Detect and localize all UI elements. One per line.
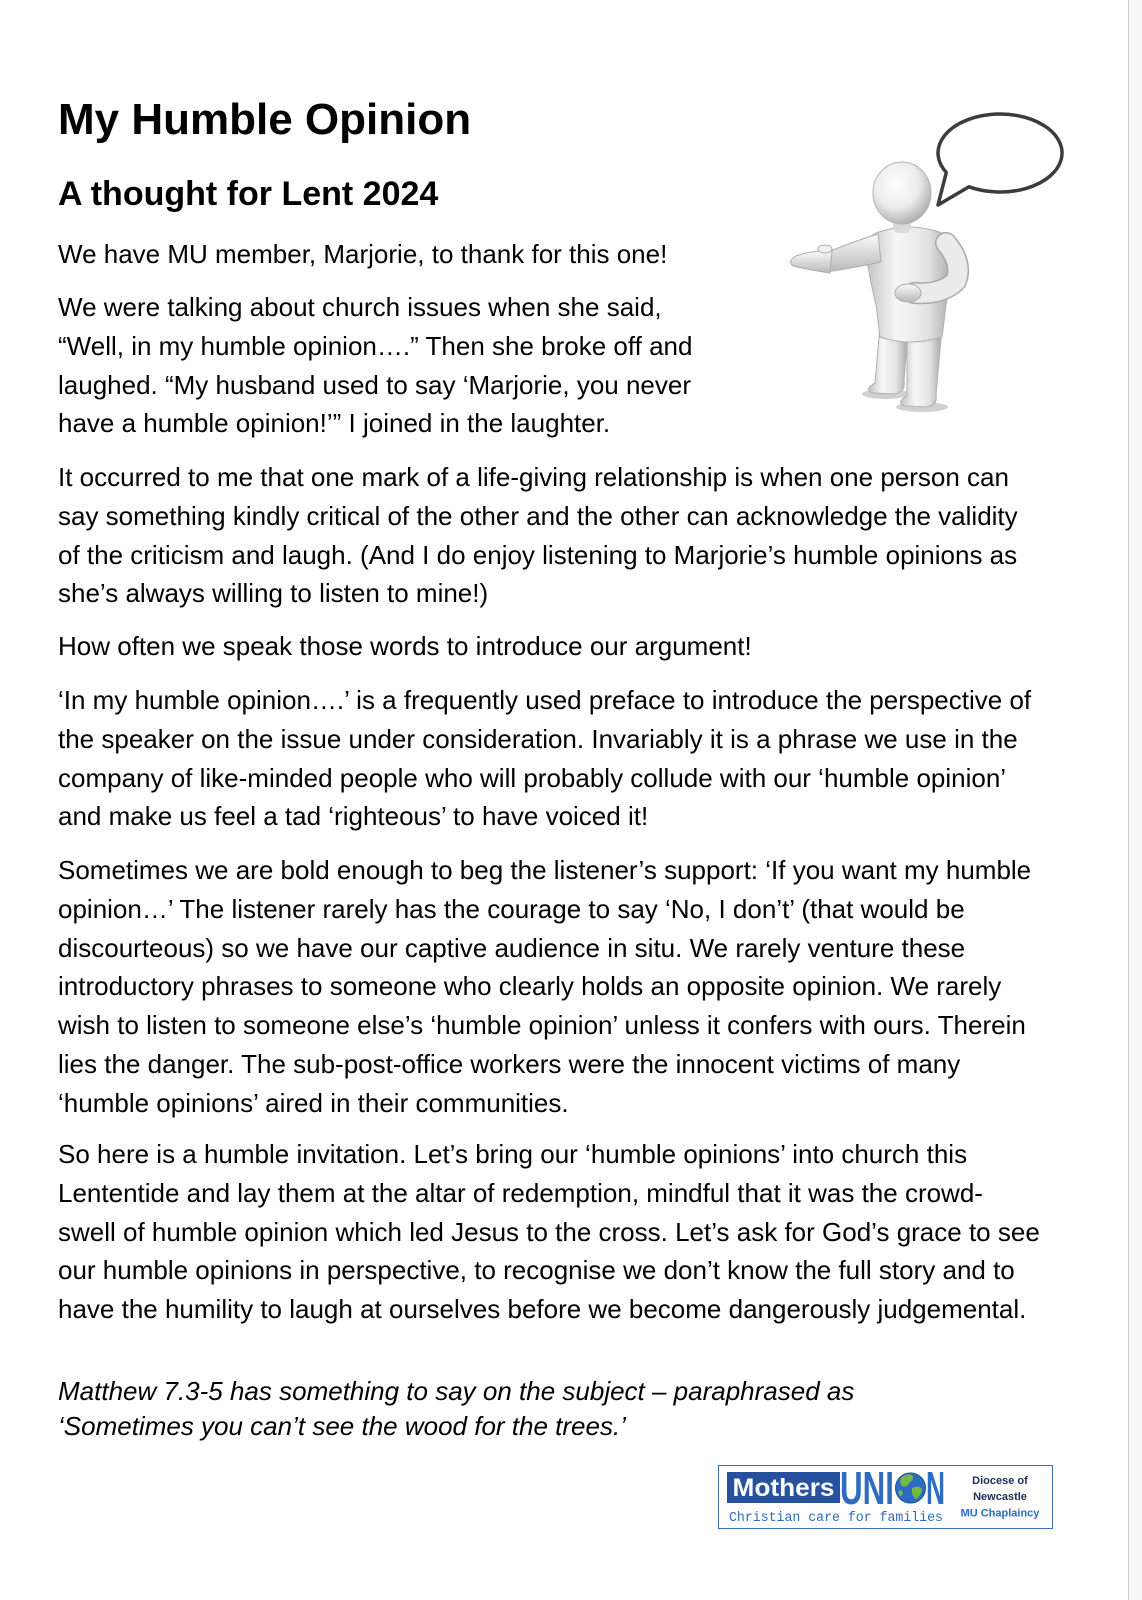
paragraph [58,681,1031,836]
paragraph-line: the speaker on the issue under consideration. Invariably it is a phrase we use in the [58,723,1018,754]
person-hand-resting [895,284,921,302]
logo-wordmark-union-start: UNI [840,1466,894,1514]
speaking-person-illustration [780,105,1070,415]
logo-diocese-line: Newcastle [973,1491,1027,1503]
paragraph-line: company of like-minded people who will probably collude with our ‘humble opinion’ [58,762,1007,793]
paragraph-line: have the humility to laugh at ourselves before we become dangerously judgemental. [58,1294,1027,1325]
paragraph-line: lies the danger. The sub-post-office workers were the innocent victims of many [58,1048,961,1079]
paragraph-line: Sometimes we are bold enough to beg the listener’s support: ‘If you want my humble [58,855,1032,885]
scripture-note-line: Matthew 7.3-5 has something to say on the subject – paraphrased as [58,1376,855,1406]
scripture-note-line: ‘Sometimes you can’t see the wood for the trees.’ [58,1411,626,1441]
paragraph-line: swell of humble opinion which led Jesus to the cross. Let’s ask for God’s grace to see [58,1216,1040,1247]
mothers-union-logo [718,1465,1053,1529]
paragraph [58,235,667,274]
paragraph-line: “Well, in my humble opinion….” Then she broke off and [58,330,693,361]
paragraph [58,1135,1040,1329]
paragraph [58,458,1018,613]
paragraph-line: How often we speak those words to introduce our argument! [58,631,752,661]
paragraph-line: and make us feel a tad ‘righteous’ to have voiced it! [58,801,649,832]
paragraph-line: say something kindly critical of the other and the other can acknowledge the validity [58,500,1018,531]
paragraph-line: ‘humble opinions’ aired in their communities. [58,1087,569,1118]
speech-bubble [938,114,1062,205]
paragraph [58,288,692,443]
person-thumb [818,245,832,253]
paragraph-line: We have MU member, Marjorie, to thank for this one! [58,239,668,269]
paragraph-line: she’s always willing to listen to mine!) [58,578,489,609]
paragraph-line: It occurred to me that one mark of a life-giving relationship is when one person can [58,462,1009,492]
paragraph-line: discourteous) so we have our captive audience in situ. We rarely venture these [58,932,966,963]
logo-diocese-line: MU Chaplaincy [960,1507,1040,1520]
mothers-union-logo-graphic [719,1466,1051,1527]
globe-icon [896,1473,926,1503]
paragraph-line: have a humble opinion!’” I joined in the laughter. [58,408,611,439]
paragraph-line: opinion…’ The listener rarely has the courage to say ‘No, I don’t’ (that would be [58,893,965,924]
page-title: My Humble Opinion [58,95,472,144]
paragraph-line: So here is a humble invitation. Let’s bring our ‘humble opinions’ into church this [58,1139,968,1169]
logo-tagline: Christian care for families [729,1511,943,1526]
logo-diocese-line: Diocese of [972,1475,1028,1487]
paragraph-line: of the criticism and laugh. (And I do enjoy listening to Marjorie’s humble opinions as [58,539,1018,570]
logo-wordmark-mothers: Mothers [732,1474,835,1502]
paragraph-line: our humble opinions in perspective, to recognise we don’t know the full story and to [58,1255,1015,1286]
paragraph-line: ‘In my humble opinion….’ is a frequently used preface to introduce the perspective of [58,685,1032,715]
scripture-note [58,1374,854,1444]
paragraph-line: laughed. “My husband used to say ‘Marjorie, you never [58,369,692,400]
logo-wordmark-union-end: N [926,1466,945,1514]
paragraph [58,627,752,666]
page-edge [1128,0,1142,1600]
page-subtitle: A thought for Lent 2024 [58,175,439,213]
person-head [873,162,931,224]
paragraph-line: Lententide and lay them at the altar of redemption, mindful that it was the crowd- [58,1177,983,1208]
person-hand-open [791,251,832,273]
paragraph-line: wish to listen to someone else’s ‘humble opinion’ unless it confers with ours. Therein [58,1010,1026,1041]
paragraph [58,851,1031,1123]
paragraph-line: introductory phrases to someone who clearly holds an opposite opinion. We rarely [58,971,1002,1002]
paragraph-line: We were talking about church issues when she said, [58,292,662,322]
